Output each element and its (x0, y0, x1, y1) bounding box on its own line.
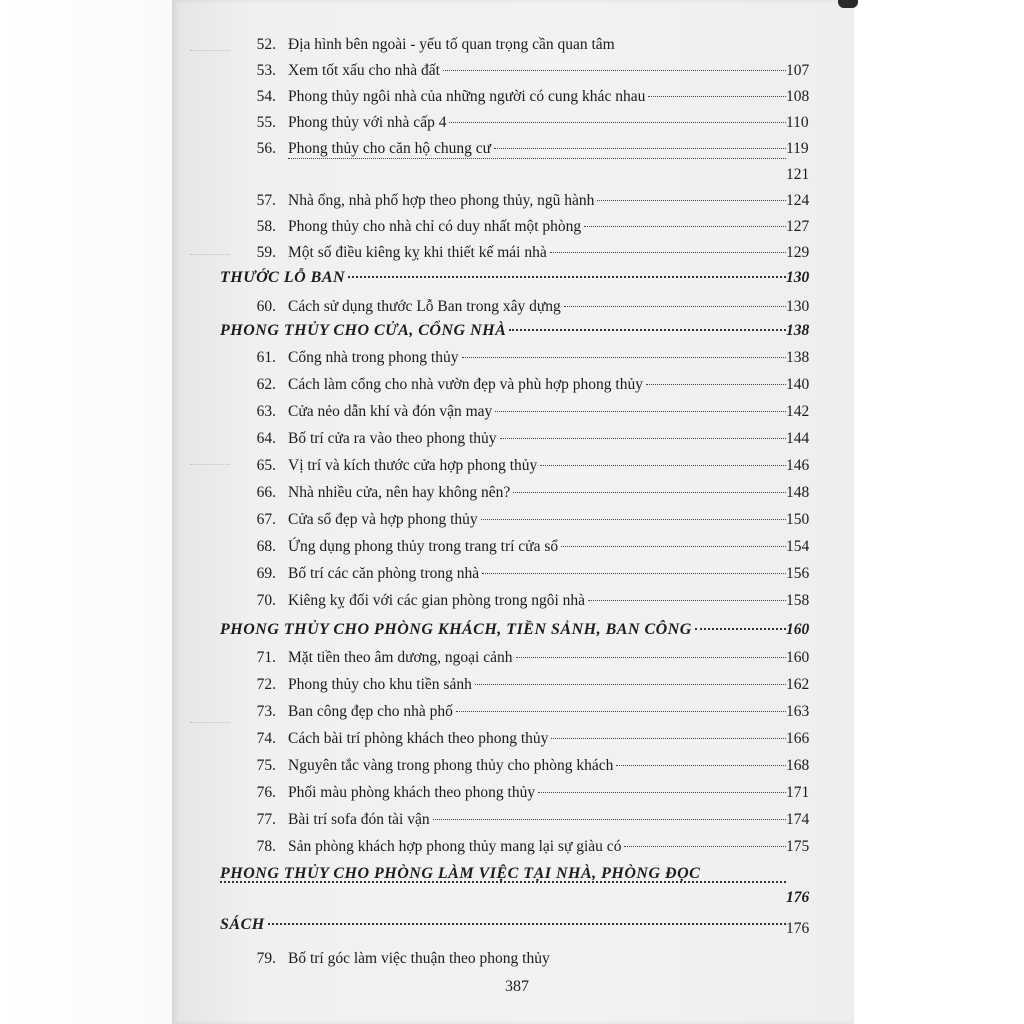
entry-title: Nguyên tắc vàng trong phong thủy cho phòng khách (288, 757, 614, 774)
entry-title: Ứng dụng phong thủy trong trang trí cửa sổ (288, 538, 559, 555)
toc-section-heading (0, 265, 1024, 291)
entry-title: Một số điều kiêng kỵ khi thiết kế mái nhà (288, 244, 547, 261)
section-title-line-2: SÁCH (220, 916, 265, 933)
toc-section-heading (0, 861, 1024, 887)
toc-entry (0, 726, 1024, 752)
toc-entry (0, 645, 1024, 671)
entry-number: 59. (256, 244, 276, 261)
entry-number: 58. (256, 218, 276, 235)
entry-number: 53. (256, 62, 276, 79)
dot-leader (597, 200, 786, 201)
dot-leader (220, 881, 786, 883)
dot-leader (433, 819, 786, 820)
toc-entry (0, 399, 1024, 425)
dot-leader (449, 122, 786, 123)
dot-leader (348, 276, 786, 278)
entry-number: 62. (256, 376, 276, 393)
entry-number: 70. (256, 592, 276, 609)
dot-leader (475, 684, 786, 685)
section-page: 160 (786, 621, 810, 638)
section-title: THƯỚC LỖ BAN (220, 269, 346, 286)
toc-entry (0, 426, 1024, 452)
entry-title: Mặt tiền theo âm dương, ngoại cảnh (288, 649, 513, 666)
entry-number: 67. (256, 511, 276, 528)
entry-page: 162 (786, 676, 810, 693)
toc-entry (0, 372, 1024, 398)
entry-number: 76. (256, 784, 276, 801)
toc-entry (0, 753, 1024, 779)
dot-leader (538, 792, 786, 793)
toc-entry (0, 294, 1024, 320)
entry-page: 121 (786, 166, 810, 183)
dot-leader (695, 628, 786, 630)
entry-page: 154 (786, 538, 810, 555)
section-page: 138 (786, 322, 810, 339)
entry-number: 68. (256, 538, 276, 555)
toc-entry (0, 807, 1024, 833)
entry-number: 64. (256, 430, 276, 447)
entry-title: Ban công đẹp cho nhà phố (288, 703, 453, 720)
entry-number: 74. (256, 730, 276, 747)
entry-page: 175 (786, 838, 810, 855)
entry-page: 107 (786, 62, 810, 79)
entry-page: 144 (786, 430, 810, 447)
entry-page: 108 (786, 88, 810, 105)
entry-number: 77. (256, 811, 276, 828)
entry-number: 63. (256, 403, 276, 420)
toc-entry (0, 214, 1024, 240)
entry-page: 176 (786, 920, 810, 937)
dot-leader (481, 519, 786, 520)
entry-title-line (288, 32, 786, 58)
entry-page: 140 (786, 376, 810, 393)
toc-entry (0, 58, 1024, 84)
entry-title: Bố trí góc làm việc thuận theo phong thủy (288, 950, 550, 967)
entry-title: Phối màu phòng khách theo phong thủy (288, 784, 536, 801)
toc-section-heading (0, 318, 1024, 344)
entry-number: 61. (256, 349, 276, 366)
dot-leader (288, 158, 786, 159)
entry-page: 127 (786, 218, 810, 235)
entry-title: Phong thủy cho căn hộ chung cư (288, 140, 491, 157)
entry-number: 69. (256, 565, 276, 582)
dot-leader (564, 306, 786, 307)
page-number: 387 (505, 978, 529, 995)
toc-entry (0, 834, 1024, 860)
entry-title: Địa hình bên ngoài - yếu tố quan trọng cần quan tâm (288, 36, 615, 53)
entry-page: 163 (786, 703, 810, 720)
section-title-line-1: PHONG THỦY CHO PHÒNG LÀM VIỆC TẠI NHÀ, PHÒNG ĐỌC (220, 865, 701, 882)
entry-page: 124 (786, 192, 810, 209)
entry-page: 168 (786, 757, 810, 774)
toc-entry (0, 507, 1024, 533)
entry-title: Vị trí và kích thước cửa hợp phong thủy (288, 457, 538, 474)
entry-page: 130 (786, 298, 810, 315)
entry-title: Nhà ống, nhà phố hợp theo phong thủy, ngũ hành (288, 192, 595, 209)
entry-number: 52. (256, 36, 276, 53)
dot-leader (509, 329, 786, 331)
toc-entry (0, 453, 1024, 479)
entry-title: Cửa nẻo dẫn khí và đón vận may (288, 403, 493, 420)
toc-entry-page-only (0, 916, 1024, 942)
toc-entry (0, 480, 1024, 506)
entry-title: Cách bài trí phòng khách theo phong thủy (288, 730, 549, 747)
entry-title: Phong thủy cho nhà chỉ có duy nhất một phòng (288, 218, 582, 235)
entry-number: 73. (256, 703, 276, 720)
dot-leader (495, 411, 786, 412)
entry-page: 174 (786, 811, 810, 828)
entry-number: 71. (256, 649, 276, 666)
entry-page: 110 (786, 114, 809, 131)
entry-page: 166 (786, 730, 810, 747)
entry-title: Kiêng kỵ đối với các gian phòng trong ngôi nhà (288, 592, 586, 609)
entry-number: 79. (256, 950, 276, 967)
toc-section-heading (0, 617, 1024, 643)
dot-leader (456, 711, 786, 712)
entry-page: 156 (786, 565, 810, 582)
entry-title: Xem tốt xấu cho nhà đất (288, 62, 440, 79)
toc-entry (0, 780, 1024, 806)
toc-entry (0, 946, 1024, 972)
dot-leader (616, 765, 786, 766)
toc-entry (0, 534, 1024, 560)
dot-leader (584, 226, 786, 227)
entry-number: 78. (256, 838, 276, 855)
entry-title: Bài trí sofa đón tài vận (288, 811, 430, 828)
section-title: PHONG THỦY CHO PHÒNG KHÁCH, TIỀN SẢNH, BAN CÔNG (220, 621, 692, 638)
toc-entry (0, 588, 1024, 614)
entry-title: Bố trí các căn phòng trong nhà (288, 565, 480, 582)
entry-page: 171 (786, 784, 810, 801)
entry-title: Cách sử dụng thước Lỗ Ban trong xây dựng (288, 298, 561, 315)
dot-leader (513, 492, 786, 493)
toc-entry (0, 561, 1024, 587)
dot-leader (646, 384, 786, 385)
dot-leader (443, 70, 786, 71)
entry-number: 57. (256, 192, 276, 209)
dot-leader (551, 738, 786, 739)
dot-leader (624, 846, 786, 847)
entry-page: 160 (786, 649, 810, 666)
section-page: 176 (786, 889, 810, 906)
entry-number: 60. (256, 298, 276, 315)
entry-title: Bố trí cửa ra vào theo phong thủy (288, 430, 497, 447)
toc-entry (0, 240, 1024, 266)
toc-entry (0, 672, 1024, 698)
section-page: 130 (786, 269, 810, 286)
entry-page: 138 (786, 349, 810, 366)
toc-entry (0, 84, 1024, 110)
entry-number: 56. (256, 140, 276, 157)
dot-leader (540, 465, 786, 466)
entry-title: Phong thủy ngôi nhà của những người có cung khác nhau (288, 88, 646, 105)
dot-leader (561, 546, 786, 547)
entry-number: 75. (256, 757, 276, 774)
toc-entry (0, 188, 1024, 214)
entry-title: Cửa sổ đẹp và hợp phong thủy (288, 511, 478, 528)
entry-page: 129 (786, 244, 810, 261)
dot-leader (550, 252, 786, 253)
entry-number: 55. (256, 114, 276, 131)
entry-title: Phong thủy với nhà cấp 4 (288, 114, 447, 131)
toc-entry (0, 699, 1024, 725)
entry-title: Cách làm cổng cho nhà vườn đẹp và phù hợp phong thủy (288, 376, 643, 393)
dot-leader (648, 96, 786, 97)
dot-leader (462, 357, 787, 358)
entry-page: 146 (786, 457, 810, 474)
entry-title: Phong thủy cho khu tiền sảnh (288, 676, 472, 693)
entry-number: 65. (256, 457, 276, 474)
section-title: PHONG THỦY CHO CỬA, CỔNG NHÀ (220, 322, 507, 339)
dot-leader (494, 148, 786, 149)
dot-leader (500, 438, 786, 439)
entry-number: 66. (256, 484, 276, 501)
entry-title: Sản phòng khách hợp phong thủy mang lại sự giàu có (288, 838, 622, 855)
entry-page: 150 (786, 511, 810, 528)
entry-title: Cổng nhà trong phong thủy (288, 349, 459, 366)
entry-number: 72. (256, 676, 276, 693)
dot-leader (588, 600, 786, 601)
entry-number: 54. (256, 88, 276, 105)
entry-page: 142 (786, 403, 810, 420)
toc-section-heading-cont (0, 885, 1024, 911)
entry-page: 148 (786, 484, 810, 501)
entry-title: Nhà nhiều cửa, nên hay không nên? (288, 484, 511, 501)
toc-entry (0, 32, 1024, 58)
entry-page: 119 (786, 140, 809, 157)
dot-leader (482, 573, 786, 574)
toc-entry (0, 162, 1024, 188)
toc-entry (0, 345, 1024, 371)
entry-page: 158 (786, 592, 810, 609)
dot-leader (516, 657, 786, 658)
toc-entry (0, 110, 1024, 136)
